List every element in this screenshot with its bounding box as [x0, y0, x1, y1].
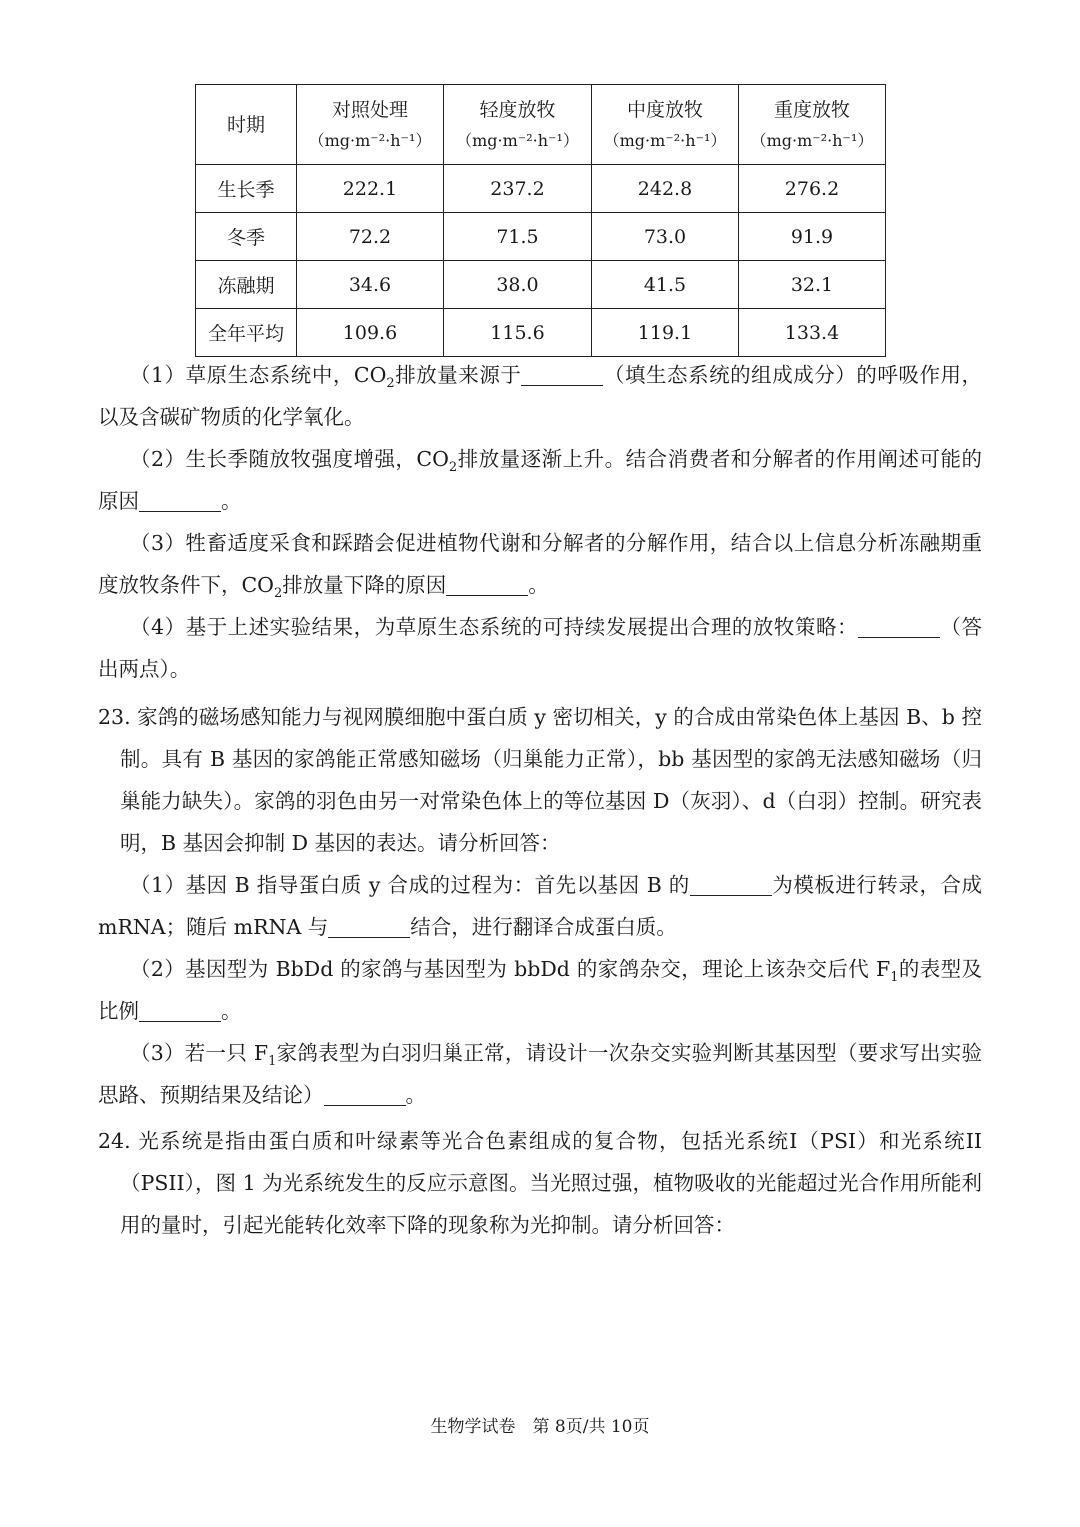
question-23 [98, 696, 982, 1116]
answer-blank[interactable] [328, 915, 410, 938]
answer-blank[interactable] [139, 489, 221, 512]
table-cell: 冻融期 [196, 261, 297, 309]
table-cell: 冬季 [196, 213, 297, 261]
table-cell: 38.0 [444, 261, 592, 309]
answer-blank[interactable] [690, 873, 772, 896]
table-cell: 133.4 [739, 309, 886, 357]
q22-part-2: （2）生长季随放牧强度增强，$CO_2$排放量逐渐上升。结合消费者和分解者的作用阐述可能的原因 。 [98, 447, 982, 513]
table-cell: 71.5 [444, 213, 592, 261]
q23-part-1: （1）基因 B 指导蛋白质 y 合成的过程为：首先以基因 B 的 为模板进行转录，合成 mRNA；随后 mRNA 与 结合，进行翻译合成蛋白质。 [98, 873, 982, 939]
table-cell: 222.1 [297, 165, 444, 213]
q23-part-2: （2）基因型为 BbDd 的家鸽与基因型为 bbDd 的家鸽杂交，理论上该杂交后代 $F_1$的表型及比例 。 [98, 957, 982, 1023]
q23-part-3: （3）若一只 $F_1$家鸽表型为白羽归巢正常，请设计一次杂交实验判断其基因型（要求写出实验思路、预期结果及结论） 。 [98, 1041, 982, 1107]
table-cell: 全年平均 [196, 309, 297, 357]
answer-blank[interactable] [324, 1083, 406, 1106]
table-cell: 32.1 [739, 261, 886, 309]
question-22-parts [98, 354, 982, 690]
question-24 [98, 1120, 982, 1246]
header-light-grazing: 轻度放牧 （mg·m⁻²·h⁻¹） [444, 85, 592, 165]
table-cell: 生长季 [196, 165, 297, 213]
table-cell: 34.6 [297, 261, 444, 309]
table-cell: 109.6 [297, 309, 444, 357]
answer-blank[interactable] [858, 615, 940, 638]
table-cell: 276.2 [739, 165, 886, 213]
table-cell: 115.6 [444, 309, 592, 357]
answer-blank[interactable] [521, 363, 603, 386]
q23-stem: 23. 家鸽的磁场感知能力与视网膜细胞中蛋白质 y 密切相关，y 的合成由常染色体上基因 B、b 控制。具有 B 基因的家鸽能正常感知磁场（归巢能力正常），bb 基因型的家鸽无法感知磁场（归巢能力缺失）。家鸽的羽色由另一对常染色体上的等位基因 D（灰羽）、d（白羽）控制。研究表明，B 基因会抑制 D 基因的表达。请分析回答： [98, 705, 982, 855]
answer-blank[interactable] [446, 573, 528, 596]
answer-blank[interactable] [139, 999, 221, 1022]
grazing-co2-table [195, 84, 886, 357]
header-control: 对照处理 （mg·m⁻²·h⁻¹） [297, 85, 444, 165]
table-row [196, 261, 886, 309]
q22-part-4: （4）基于上述实验结果，为草原生态系统的可持续发展提出合理的放牧策略： （答出两点）。 [98, 615, 983, 681]
table-cell: 91.9 [739, 213, 886, 261]
page-footer: 生物学试卷 第 8页/共 10页 [430, 1417, 650, 1437]
table-cell: 237.2 [444, 165, 592, 213]
q24-stem: 24. 光系统是指由蛋白质和叶绿素等光合色素组成的复合物，包括光系统I（PSI）和光系统II（PSII），图 1 为光系统发生的反应示意图。当光照过强，植物吸收的光能超过光合作用所能利用的量时，引起光能转化效率下降的现象称为光抑制。请分析回答： [98, 1129, 982, 1237]
header-period: 时期 [196, 85, 297, 165]
table-row [196, 213, 886, 261]
table-cell: 242.8 [592, 165, 739, 213]
header-heavy-grazing: 重度放牧 （mg·m⁻²·h⁻¹） [739, 85, 886, 165]
q22-part-3: （3）牲畜适度采食和踩踏会促进植物代谢和分解者的分解作用，结合以上信息分析冻融期重度放牧条件下，$CO_2$排放量下降的原因 。 [98, 531, 982, 602]
table-cell: 41.5 [592, 261, 739, 309]
q22-part-1: （1）草原生态系统中，$CO_2$排放量来源于 （填生态系统的组成成分）的呼吸作用，以及含碳矿物质的化学氧化。 [98, 363, 983, 429]
table-row [196, 165, 886, 213]
table-cell: 119.1 [592, 309, 739, 357]
table-cell: 72.2 [297, 213, 444, 261]
table-row [196, 309, 886, 357]
table-header-row [196, 85, 886, 165]
table-cell: 73.0 [592, 213, 739, 261]
header-moderate-grazing: 中度放牧 （mg·m⁻²·h⁻¹） [592, 85, 739, 165]
